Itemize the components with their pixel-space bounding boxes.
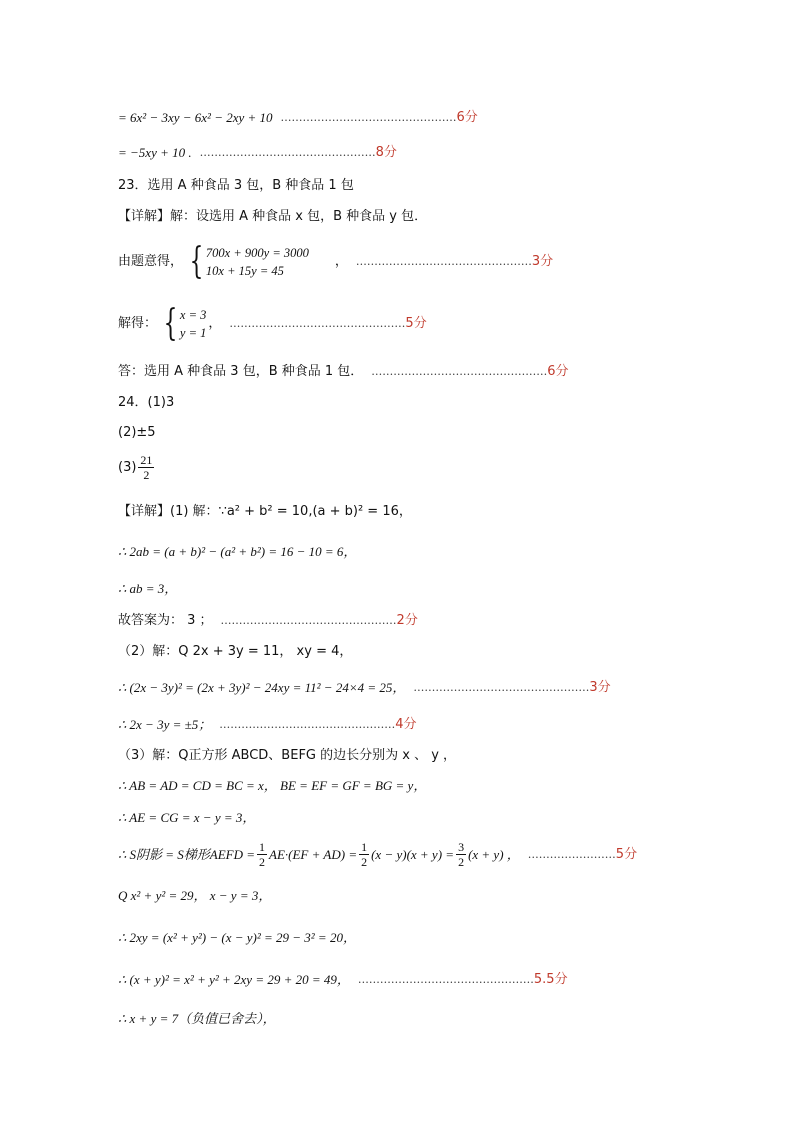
score-label: 6分: [456, 110, 478, 125]
answer-text: 24．(1)3: [118, 395, 175, 410]
question-answer: [118, 177, 354, 195]
dot-leader: …………………………………………: [219, 718, 396, 731]
solution-line: [118, 679, 611, 697]
solution-line: [118, 840, 637, 869]
solution-line: [118, 809, 255, 827]
solution-detail-header: [118, 503, 412, 521]
fraction-denominator: 2: [458, 855, 465, 869]
equation-text: ∴ (x + y)² = x² + y² + 2xy = 29 + 20 = 49，: [118, 972, 350, 987]
solution-line: [118, 716, 417, 734]
solution-line: [118, 580, 177, 598]
equation-text: (x − y)(x + y) =: [371, 846, 455, 862]
equation-2: y = 1: [179, 326, 207, 340]
score-label: 2分: [396, 613, 418, 628]
equation-2: 10x + 15y = 45: [205, 264, 284, 278]
score-label: 3分: [589, 680, 611, 695]
solution-line: [118, 643, 352, 661]
equation-system: [159, 303, 207, 344]
score-label: 5分: [615, 846, 638, 862]
fraction-denominator: 2: [361, 855, 368, 869]
solution-line: [118, 887, 271, 905]
answer-text: 23．选用 A 种食品 3 包，B 种食品 1 包: [118, 178, 354, 193]
dot-leader: …………………………………………: [199, 146, 376, 159]
fraction-denominator: 2: [259, 855, 266, 869]
fraction-numerator: 21: [140, 453, 153, 467]
brace-symbol: {: [189, 241, 204, 282]
question-answer: [118, 424, 156, 442]
dot-leader: ……………………: [527, 847, 616, 861]
line-prefix: 解得：: [118, 316, 158, 331]
equation-system-line: [118, 241, 554, 282]
solution-line: [118, 747, 456, 765]
equation-text: ∴ (2x − 3y)² = (2x + 3y)² − 24xy = 11² − 24×4 = 25，: [118, 680, 406, 695]
fraction-denominator: 2: [143, 468, 150, 482]
answer-text: (2)±5: [118, 425, 156, 440]
dot-leader: …………………………………………: [357, 973, 534, 986]
dot-leader: …………………………………………: [280, 111, 457, 124]
fraction: [456, 840, 466, 869]
dot-leader: …………………………………………: [355, 255, 532, 268]
fraction-numerator: 3: [458, 840, 465, 854]
equation-1: 700x + 900y = 3000: [205, 246, 309, 260]
equation-text: ∴ 2x − 3y = ±5；: [118, 717, 212, 732]
equation-text: (x + y) ，: [468, 846, 520, 862]
dot-leader: …………………………………………: [229, 317, 406, 330]
question-answer: [118, 394, 174, 412]
dot-leader: …………………………………………: [371, 365, 548, 378]
detail-text: （2）解：Q 2x + 3y = 11， xy = 4，: [118, 644, 353, 659]
solution-line: [118, 543, 356, 561]
dot-leader: …………………………………………: [413, 681, 590, 694]
score-label: 4分: [395, 717, 417, 732]
score-label: 5.5分: [533, 972, 568, 987]
equation-text: ∴ AB = AD = CD = BC = x， BE = EF = GF = BG = y，: [118, 778, 427, 793]
fraction: [359, 840, 369, 869]
equation-text: = 6x² − 3xy − 6x² − 2xy + 10: [118, 110, 273, 125]
score-label: 6分: [547, 364, 569, 379]
equation-text: = −5xy + 10 .: [118, 145, 192, 160]
equation-text: ∴ 2xy = (x² + y²) − (x − y)² = 29 − 3² = 20，: [118, 930, 356, 945]
dot-leader: …………………………………………: [220, 614, 397, 627]
fraction-numerator: 1: [361, 840, 368, 854]
solution-line: [118, 971, 568, 989]
question-answer: [118, 453, 156, 482]
equation-text: Q x² + y² = 29， x − y = 3，: [118, 888, 272, 903]
score-label: 3分: [531, 254, 554, 269]
fraction: [257, 840, 267, 869]
solution-line: [118, 144, 397, 162]
line-suffix: ，: [208, 316, 222, 331]
equation-text: AE·(EF + AD) =: [269, 846, 358, 862]
line-prefix: (3): [118, 459, 137, 475]
detail-text: 【详解】解：设选用 A 种食品 x 包，B 种食品 y 包．: [118, 209, 428, 224]
equation-1: x = 3: [179, 308, 207, 322]
equation-system-line: [118, 303, 427, 344]
solution-line: [118, 109, 478, 127]
answer-text: 故答案为： 3 ；: [118, 613, 213, 628]
solution-line: [118, 777, 426, 795]
detail-text: 【详解】(1) 解：∵a² + b² = 10,(a + b)² = 16，: [118, 504, 412, 519]
equation-text: ∴ 2ab = (a + b)² − (a² + b²) = 16 − 10 = 6，: [118, 544, 357, 559]
equation-text: ∴ AE = CG = x − y = 3，: [118, 810, 256, 825]
answer-text: 答：选用 A 种食品 3 包，B 种食品 1 包．: [118, 364, 364, 379]
solution-line: [118, 363, 569, 381]
equation-text: ∴ S阴影 = S梯形AEFD =: [118, 846, 256, 862]
equation-system: [185, 241, 309, 282]
equation-text: ∴ x + y = 7（负值已舍去），: [118, 1011, 276, 1026]
solution-detail-header: [118, 208, 427, 226]
solution-line: [118, 612, 418, 630]
line-suffix: ，: [334, 254, 348, 269]
detail-text: （3）解：Q正方形 ABCD、BEFG 的边长分别为 x 、 y ，: [118, 748, 457, 763]
fraction-numerator: 1: [259, 840, 266, 854]
score-label: 5分: [405, 316, 427, 331]
fraction: [138, 453, 154, 482]
score-label: 8分: [375, 145, 397, 160]
brace-symbol: {: [163, 303, 178, 344]
solution-line: [118, 1010, 276, 1028]
solution-line: [118, 929, 356, 947]
line-prefix: 由题意得，: [118, 254, 184, 269]
equation-text: ∴ ab = 3，: [118, 581, 178, 596]
